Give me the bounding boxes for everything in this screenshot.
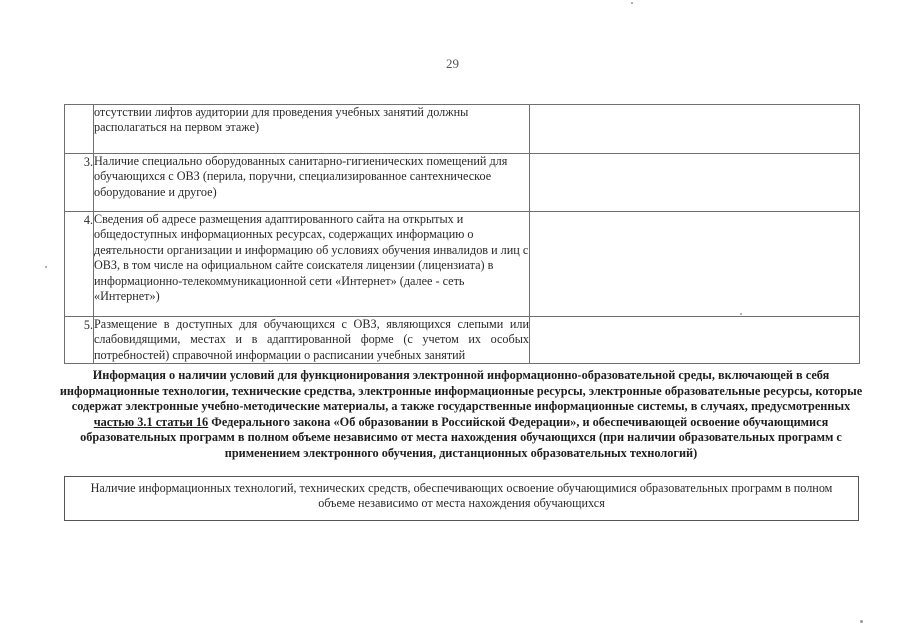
row-description: отсутствии лифтов аудитории для проведения учебных занятий должны располагаться на первом этаже) [94, 105, 530, 154]
row-number-cell [65, 212, 94, 317]
page-number: 29 [446, 56, 459, 71]
scan-speck [860, 620, 863, 623]
row-value-cell [530, 105, 860, 154]
row-number-cell [65, 105, 94, 154]
section-heading [58, 368, 864, 462]
section-heading-text-continued: Федерального закона «Об образовании в Российской Федерации», и обеспечивающей освоение обучающимися образовательных программ в полном объеме независимо от места нахождения обучающихся (при наличии образовательных программ с применением электронного обучения, дистанционных образовательных технологий) [80, 414, 842, 460]
row-value-cell [530, 317, 860, 364]
scan-speck [45, 266, 47, 268]
row-number: 5. [83, 318, 93, 332]
row-value-cell [530, 212, 860, 317]
row-number: 4. [83, 213, 93, 227]
row-description: Размещение в доступных для обучающихся с ОВЗ, являющихся слепыми или слабовидящими, местах и в адаптированной форме (с учетом их особых потребностей) справочной информации о расписании учебных занятий [94, 317, 529, 362]
row-description: Наличие специально оборудованных санитарно-гигиенических помещений для обучающихся с ОВЗ (перила, поручни, специализированное сантехническое оборудование и другое) [94, 154, 530, 212]
section-heading-text: Информация о наличии условий для функционирования электронной информационно-образовательной среды, включающей в себя информационные технологии, технические средства, электронные информационные ресурсы, электронные образовательные ресурсы, которые содержат электронные учебно-методические материалы, а также государственные информационные системы, в случаях, предусмотренных [59, 368, 863, 414]
table-row [65, 317, 860, 364]
row-number-cell [65, 154, 94, 212]
table-row [65, 212, 860, 317]
info-box: Наличие информационных технологий, технических средств, обеспечивающих освоение обучающимися образовательных программ в полном объеме независимо от места нахождения обучающихся [64, 476, 859, 521]
row-number: 3. [83, 155, 93, 169]
table-row [65, 154, 860, 212]
row-description: Сведения об адресе размещения адаптированного сайта на открытых и общедоступных информационных ресурсах, содержащих информацию о деятельности организации и информацию об условиях обучения инвалидов и лиц с ОВЗ, в том числе на официальном сайте соискателя лицензии (лицензиата) в информационно-телекоммуникационной сети «Интернет» (далее - сеть «Интернет») [94, 212, 530, 317]
row-number-cell [65, 317, 94, 364]
law-reference-link: частью 3.1 статьи 16 [93, 414, 209, 429]
row-value-cell [530, 154, 860, 212]
requirements-table [64, 104, 860, 364]
scan-speck [740, 313, 742, 315]
scan-speck [631, 2, 633, 4]
table-row [65, 105, 860, 154]
